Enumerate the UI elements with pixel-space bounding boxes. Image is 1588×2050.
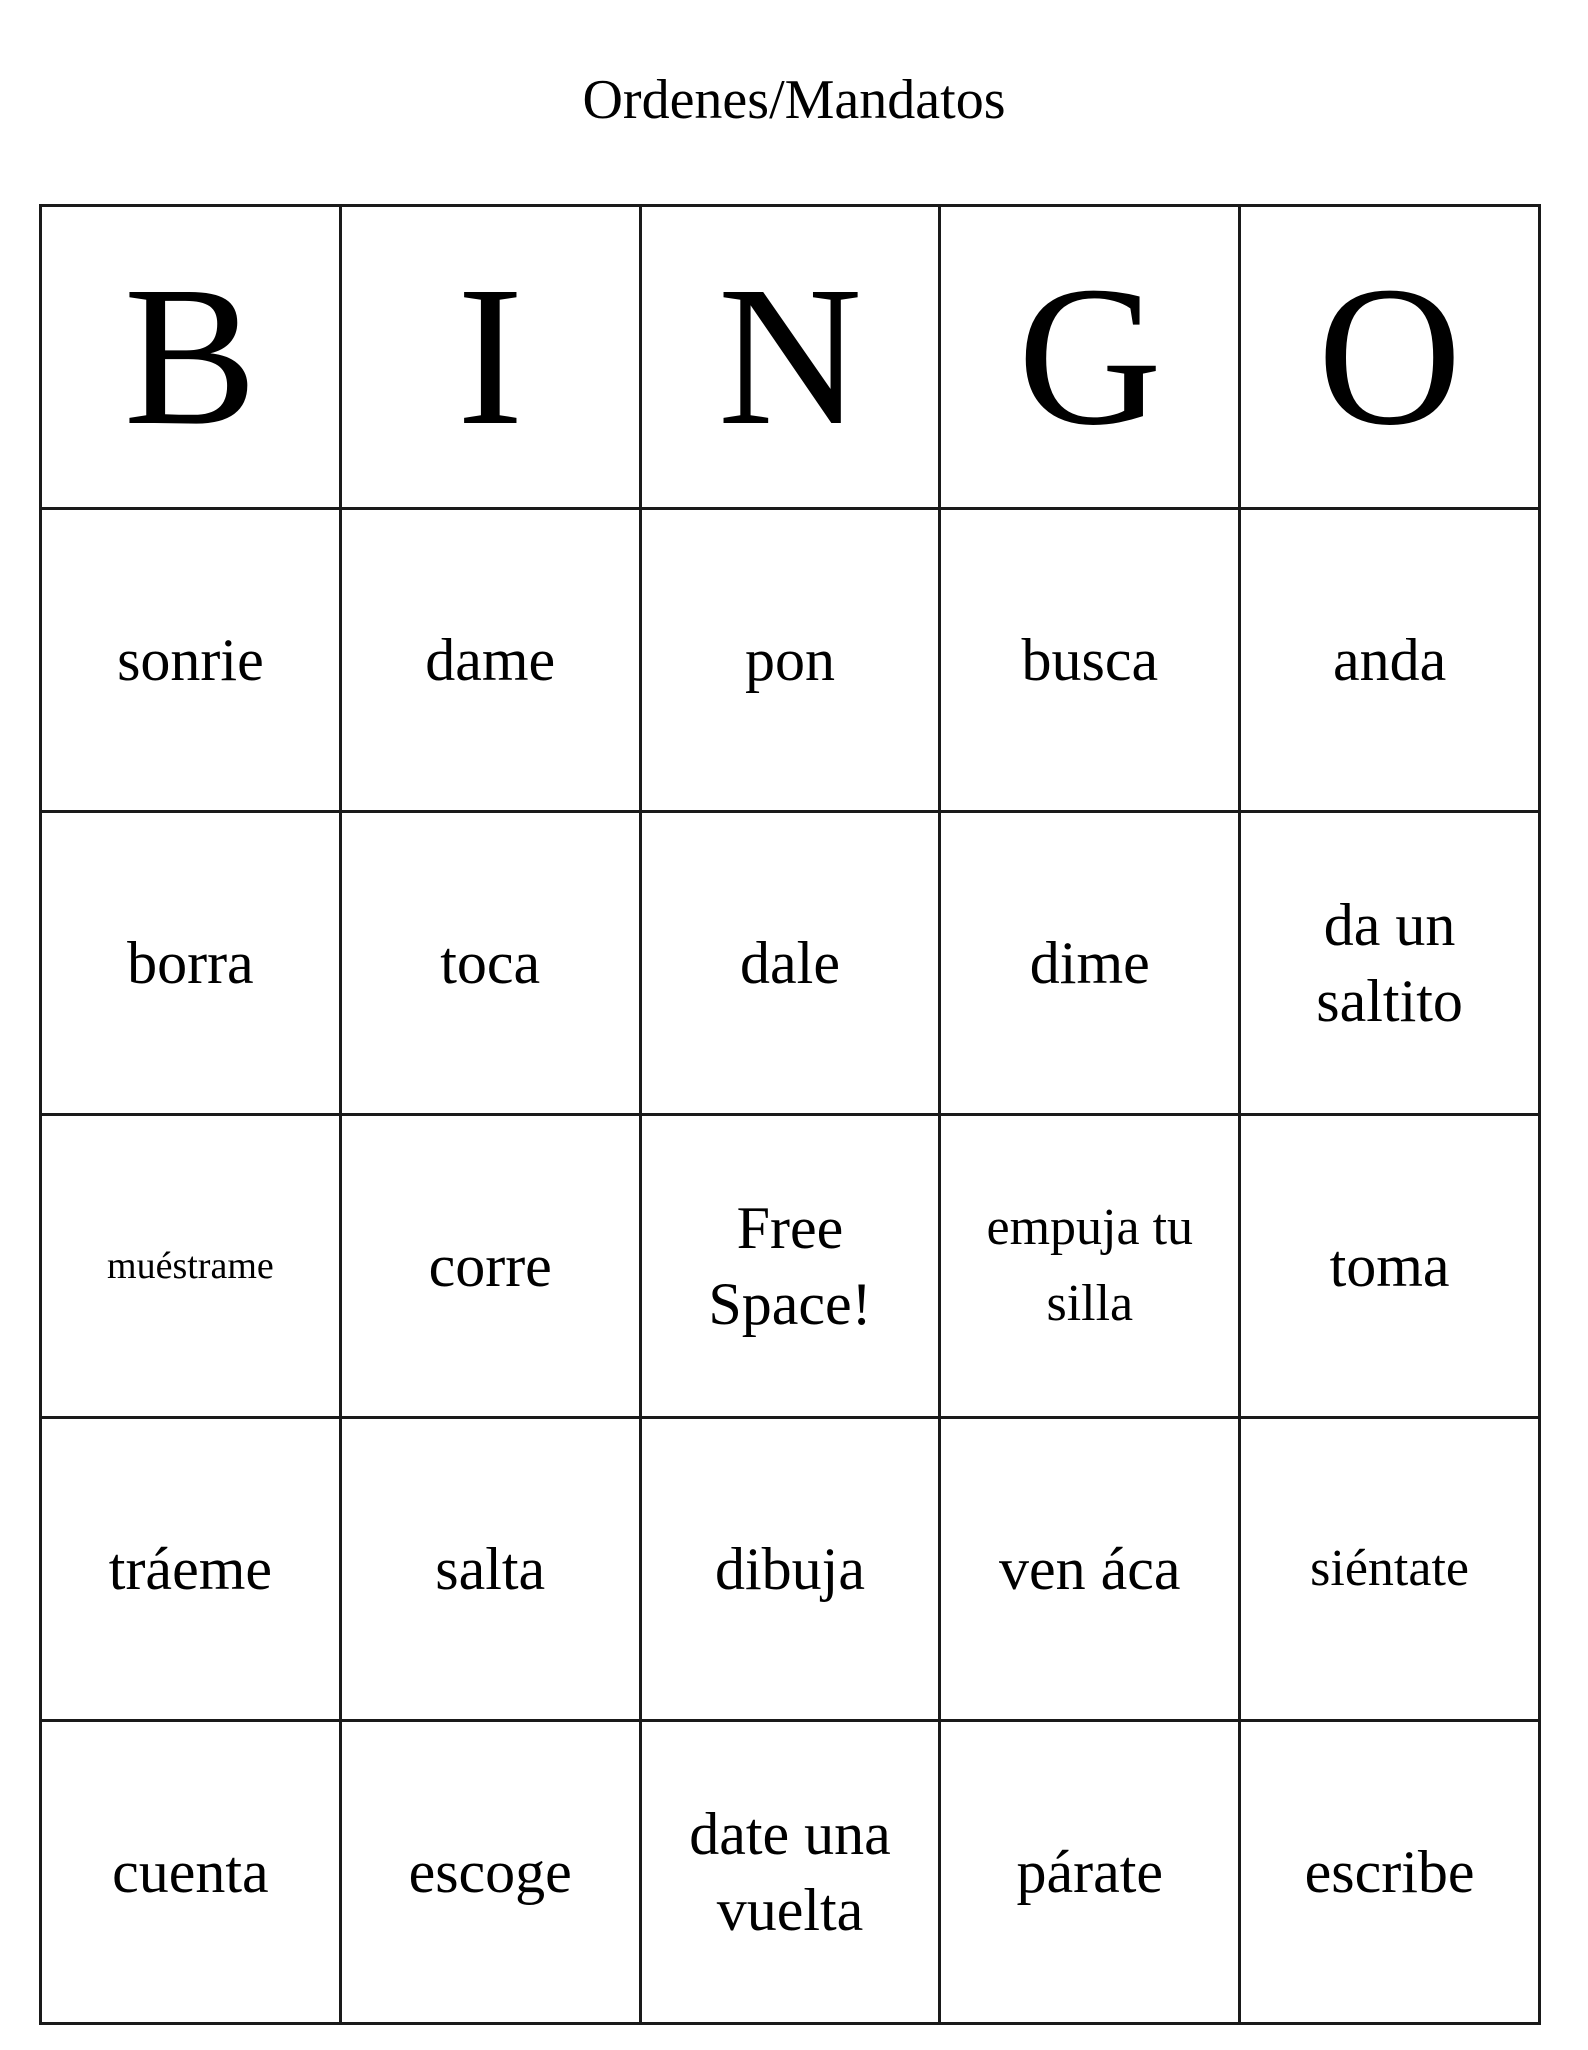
bingo-row-2 [41,812,1540,1115]
bingo-cell: empuja tu silla [940,1115,1240,1418]
bingo-cell: da un saltito [1240,812,1540,1115]
bingo-cell: toma [1240,1115,1540,1418]
header-letter-o: O [1240,206,1540,509]
bingo-row-1 [41,509,1540,812]
page-title: Ordenes/Mandatos [582,69,1006,131]
bingo-cell: siéntate [1240,1418,1540,1721]
bingo-cell: salta [340,1418,640,1721]
bingo-cell: dame [340,509,640,812]
bingo-cell: date una vuelta [640,1721,940,2024]
header-letter-i: I [340,206,640,509]
bingo-cell: párate [940,1721,1240,2024]
bingo-cell: anda [1240,509,1540,812]
bingo-row-5 [41,1721,1540,2024]
header-letter-b: B [41,206,341,509]
bingo-cell: dime [940,812,1240,1115]
bingo-cell: borra [41,812,341,1115]
bingo-cell: muéstrame [41,1115,341,1418]
bingo-cell: escribe [1240,1721,1540,2024]
bingo-cell: cuenta [41,1721,341,2024]
header-letter-n: N [640,206,940,509]
bingo-cell: dibuja [640,1418,940,1721]
bingo-row-3 [41,1115,1540,1418]
bingo-cell: ven áca [940,1418,1240,1721]
bingo-cell: busca [940,509,1240,812]
bingo-row-4 [41,1418,1540,1721]
bingo-cell: tráeme [41,1418,341,1721]
bingo-cell: sonrie [41,509,341,812]
header-letter-g: G [940,206,1240,509]
bingo-cell: escoge [340,1721,640,2024]
bingo-header-row [41,206,1540,509]
bingo-cell: dale [640,812,940,1115]
bingo-board [39,204,1541,2025]
bingo-cell: pon [640,509,940,812]
free-space-cell: Free Space! [640,1115,940,1418]
bingo-cell: corre [340,1115,640,1418]
bingo-cell: toca [340,812,640,1115]
